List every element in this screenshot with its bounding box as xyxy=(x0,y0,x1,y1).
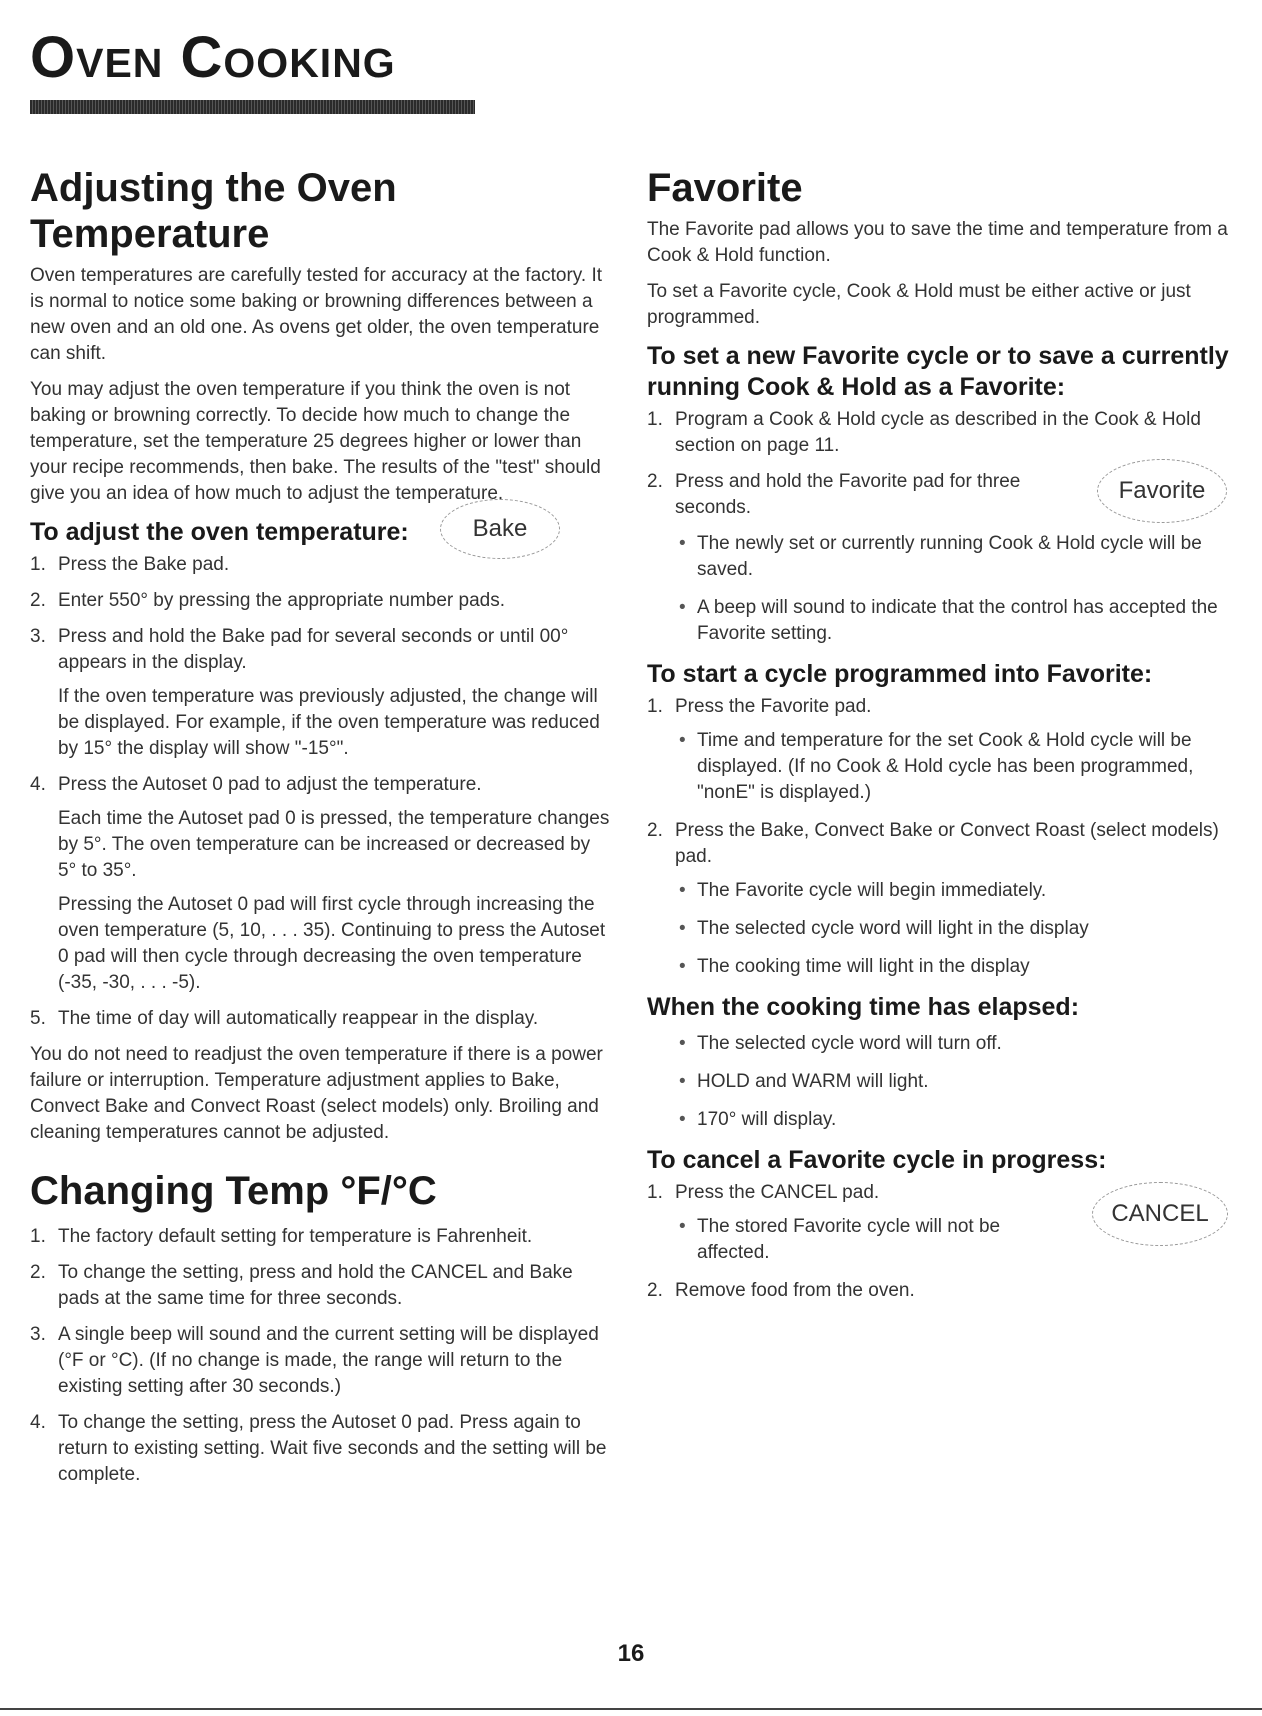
bake-keypad: Bake xyxy=(440,499,560,559)
changing-step: 4. To change the setting, press the Autoset 0 pad. Press again to return to existing setting. Wait five seconds and the setting will be complete. xyxy=(30,1412,607,1485)
bottom-rule xyxy=(0,1708,1262,1710)
adjust-subheading: To adjust the oven temperature: xyxy=(30,518,409,546)
adjust-subheading-row xyxy=(30,517,610,548)
start-favorite-note: • Time and temperature for the set Cook & Hold cycle will be displayed. (If no Cook & Hold cycle has been programmed, "nonE" is displayed.) xyxy=(675,728,1232,806)
set-favorite-step: 1. Program a Cook & Hold cycle as described in the Cook & Hold section on page 11. xyxy=(647,409,1201,456)
start-favorite-step: 1. Press the Favorite pad. • Time and temperature for the set Cook & Hold cycle will be displayed. (If no Cook & Hold cycle has been programmed, "nonE" is displayed.) xyxy=(647,694,1232,806)
changing-step: 1. The factory default setting for temperature is Fahrenheit. xyxy=(30,1226,533,1247)
adjust-paragraph-2: You may adjust the oven temperature if you think the oven is not baking or browning correctly. To decide how much to change the temperature, set the temperature 25 degrees higher or lower than your recipe recommends, then bake. The results of the "test" should give you an idea of how much to adjust the temperature. xyxy=(30,379,601,504)
favorite-heading: Favorite xyxy=(647,166,803,210)
set-favorite-note: • The newly set or currently running Cook & Hold cycle will be saved. xyxy=(675,531,1232,583)
elapsed-notes xyxy=(675,1031,1232,1133)
start-favorite-note: • The Favorite cycle will begin immediately. xyxy=(675,878,1232,904)
page-number: 16 xyxy=(617,1640,645,1667)
start-favorite-note: • The selected cycle word will light in the display xyxy=(675,916,1232,942)
adjust-steps xyxy=(30,552,610,1032)
cancel-keypad: CANCEL xyxy=(1092,1182,1228,1246)
cancel-favorite-note: • The stored Favorite cycle will not be affected. xyxy=(675,1214,1072,1266)
right-column xyxy=(647,165,1232,1314)
adjust-step: 2. Enter 550° by pressing the appropriate number pads. xyxy=(30,590,505,611)
changing-temp-heading: Changing Temp °F/°C xyxy=(30,1169,437,1213)
cancel-favorite-steps xyxy=(647,1180,1232,1304)
start-favorite-step: 2. Press the Bake, Convect Bake or Convect Roast (select models) pad. • The Favorite cycle will begin immediately. • The selected cycle word will light in the display • The cooking time will light in the display xyxy=(647,818,1232,980)
set-favorite-steps xyxy=(647,407,1232,521)
adjust-heading: Adjusting the Oven Temperature xyxy=(30,166,397,256)
favorite-keypad: Favorite xyxy=(1097,459,1227,523)
left-column xyxy=(30,165,610,1498)
cancel-favorite-subheading: To cancel a Favorite cycle in progress: xyxy=(647,1146,1107,1174)
adjust-step: 4. Press the Autoset 0 pad to adjust the temperature. Each time the Autoset pad 0 is pressed, the temperature changes by 5°. The oven temperature can be increased or decreased by 5° to 35°. Pressing the Autoset 0 pad will first cycle through increasing the oven temperature (5, 10, . . . 35). Continuing to press the Autoset 0 pad will then cycle through decreasing the oven temperature (-35, -30, . . . -5). xyxy=(30,772,610,996)
elapsed-subheading: When the cooking time has elapsed: xyxy=(647,993,1080,1021)
set-favorite-notes xyxy=(675,531,1232,647)
changing-step: 2. To change the setting, press and hold the CANCEL and Bake pads at the same time for three seconds. xyxy=(30,1262,573,1309)
cancel-favorite-notes xyxy=(675,1214,1072,1266)
cancel-favorite-step: 2. Remove food from the oven. xyxy=(647,1280,915,1301)
start-favorite-notes xyxy=(675,728,1232,806)
start-favorite-note: • The cooking time will light in the display xyxy=(675,954,1232,980)
start-favorite-steps xyxy=(647,694,1232,980)
start-favorite-subheading: To start a cycle programmed into Favorite: xyxy=(647,660,1153,688)
set-favorite-step: 2. Press and hold the Favorite pad for three seconds. Favorite xyxy=(647,469,1232,521)
set-favorite-note: • A beep will sound to indicate that the control has accepted the Favorite setting. xyxy=(675,595,1232,647)
elapsed-note: • 170° will display. xyxy=(675,1107,1232,1133)
title-underline xyxy=(30,100,475,114)
cancel-favorite-step: 1. Press the CANCEL pad. CANCEL • The stored Favorite cycle will not be affected. xyxy=(647,1180,1232,1266)
adjust-paragraph-1: Oven temperatures are carefully tested for accuracy at the factory. It is normal to notice some baking or browning differences between a new oven and an old one. As ovens get older, the oven temperature can shift. xyxy=(30,265,603,364)
adjust-step: 3. Press and hold the Bake pad for several seconds or until 00° appears in the display. If the oven temperature was previously adjusted, the change will be displayed. For example, if the oven temperature was reduced by 15° the display will show "-15°". xyxy=(30,624,610,762)
page-header xyxy=(30,26,480,114)
adjust-step-note: Each time the Autoset pad 0 is pressed, the temperature changes by 5°. The oven temperature can be increased or decreased by 5° to 35°. xyxy=(58,808,610,881)
elapsed-note: • The selected cycle word will turn off. xyxy=(675,1031,1232,1057)
page-title: Oven Cooking xyxy=(30,25,396,90)
start-favorite-notes xyxy=(675,878,1232,980)
adjust-step: 1. Press the Bake pad. xyxy=(30,554,230,575)
adjust-step-note: If the oven temperature was previously adjusted, the change will be displayed. For example, if the oven temperature was reduced by 15° the display will show "-15°". xyxy=(58,686,600,759)
set-favorite-subheading: To set a new Favorite cycle or to save a currently running Cook & Hold as a Favorite: xyxy=(647,342,1229,401)
adjust-step: 5. The time of day will automatically reappear in the display. xyxy=(30,1008,539,1029)
favorite-paragraph-1: The Favorite pad allows you to save the time and temperature from a Cook & Hold function. xyxy=(647,219,1228,266)
changing-temp-steps xyxy=(30,1224,610,1488)
adjust-paragraph-3: You do not need to readjust the oven temperature if there is a power failure or interruption. Temperature adjustment applies to Bake, Convect Bake and Convect Roast (select models) only. Broiling and cleaning temperatures cannot be adjusted. xyxy=(30,1044,603,1143)
favorite-paragraph-2: To set a Favorite cycle, Cook & Hold must be either active or just programmed. xyxy=(647,281,1191,328)
adjust-step-note: Pressing the Autoset 0 pad will first cycle through increasing the oven temperature (5, 10, . . . 35). Continuing to press the Autoset 0 pad will then cycle through decreasing the oven temperature (-35, -30, . . . -5). xyxy=(58,894,606,993)
elapsed-note: • HOLD and WARM will light. xyxy=(675,1069,1232,1095)
changing-step: 3. A single beep will sound and the current setting will be displayed (°F or °C). (If no change is made, the range will return to the existing setting after 30 seconds.) xyxy=(30,1324,599,1397)
